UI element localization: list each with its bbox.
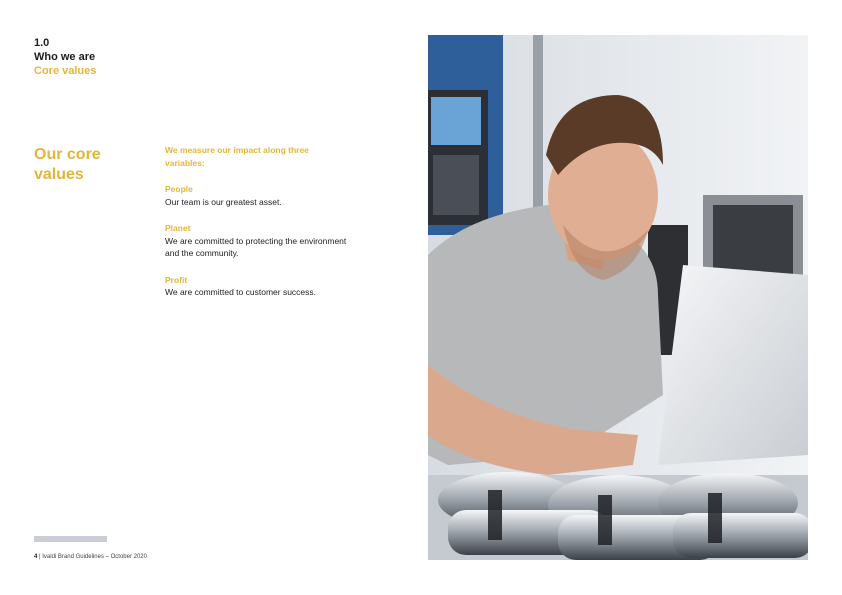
values-content (165, 144, 350, 313)
page-number: 4 (34, 554, 38, 560)
value-text: We are committed to protecting the environment and the community. (165, 235, 347, 258)
value-title: Planet (165, 223, 191, 233)
footer-divider (34, 536, 107, 542)
value-text: Our team is our greatest asset. (165, 196, 282, 207)
footer (34, 554, 147, 560)
value-item-people (165, 183, 350, 208)
intro-text: We measure our impact along three variables: (165, 145, 309, 168)
hero-photo (428, 35, 808, 560)
value-title: Profit (165, 274, 188, 285)
worker-laptop-illustration (428, 35, 808, 560)
footer-text: | Ivaldi Brand Guidelines – October 2020 (37, 554, 147, 560)
section-header (34, 36, 96, 78)
section-number: 1.0 (34, 37, 50, 49)
value-title: People (165, 184, 193, 194)
section-title: Who we are (34, 51, 96, 63)
section-subtitle: Core values (34, 65, 97, 77)
value-item-planet (165, 222, 350, 260)
value-item-profit (165, 274, 350, 299)
page-heading: Our core values (34, 146, 101, 183)
value-text: We are committed to customer success. (165, 287, 317, 297)
